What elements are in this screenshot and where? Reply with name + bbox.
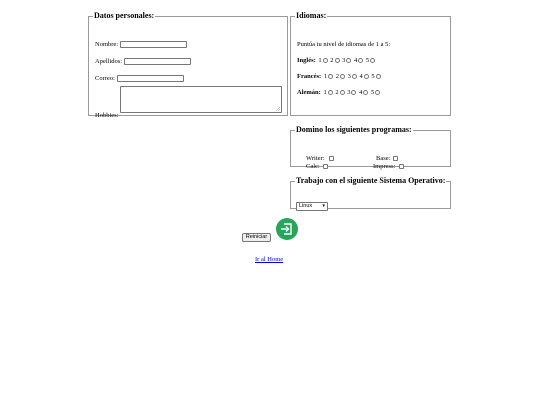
level-label: 3 [347, 89, 351, 96]
nombre-label: Nombre: [95, 41, 119, 48]
personal-data-fieldset [88, 11, 288, 119]
level-label: 2 [335, 73, 339, 80]
home-link[interactable]: Ir al Home [255, 256, 284, 263]
radio-ingles-4[interactable] [358, 58, 363, 63]
level-label: 1 [323, 89, 327, 96]
resize-grip-icon[interactable] [276, 107, 280, 111]
level-label: 4 [354, 57, 358, 64]
writer-checkbox[interactable] [329, 156, 334, 161]
language-row-aleman [297, 89, 381, 97]
radio-aleman-3[interactable] [351, 90, 356, 95]
reset-button[interactable]: Reiniciar [242, 233, 271, 242]
level-label: 5 [371, 73, 375, 80]
correo-input[interactable] [117, 75, 184, 82]
radio-aleman-2[interactable] [340, 90, 345, 95]
level-label: 2 [335, 89, 339, 96]
writer-label: Writer: [306, 155, 325, 162]
personal-data-legend: Datos personales: [94, 11, 155, 20]
radio-frances-5[interactable] [376, 74, 381, 79]
correo-label: Correo: [95, 75, 115, 82]
os-selected-value: Linux [299, 203, 313, 209]
apellidos-input[interactable] [124, 58, 191, 65]
level-label: 5 [365, 57, 370, 64]
exit-door-icon [276, 218, 298, 240]
apellidos-label: Apellidos: [95, 58, 123, 65]
exit-button[interactable] [276, 218, 298, 240]
languages-fieldset [290, 11, 451, 116]
level-label: 4 [359, 89, 363, 96]
hobbies-label: Hobbies: [95, 112, 119, 119]
level-label: 5 [370, 89, 375, 96]
chevron-down-icon: ▾ [322, 203, 325, 209]
radio-frances-3[interactable] [352, 74, 357, 79]
languages-instruction: Puntúa tu nivel de idiomas de 1 a 5: [297, 41, 391, 48]
language-row-frances [297, 73, 382, 81]
level-label: 1 [318, 57, 322, 64]
impress-checkbox[interactable] [399, 164, 404, 169]
radio-frances-2[interactable] [340, 74, 345, 79]
nombre-input[interactable] [120, 41, 187, 48]
base-label: Base: [376, 155, 391, 162]
level-label: 3 [347, 73, 351, 80]
programs-fieldset [290, 125, 451, 170]
radio-frances-4[interactable] [364, 74, 369, 79]
language-label: Francés: [297, 73, 322, 80]
os-fieldset [290, 176, 451, 209]
calc-checkbox[interactable] [323, 164, 328, 169]
base-checkbox[interactable] [393, 156, 398, 161]
radio-aleman-5[interactable] [375, 90, 380, 95]
language-label: Alemán: [297, 89, 321, 96]
radio-aleman-4[interactable] [363, 90, 368, 95]
level-label: 1 [323, 73, 328, 80]
level-label: 4 [359, 73, 363, 80]
radio-ingles-1[interactable] [323, 58, 328, 63]
radio-ingles-5[interactable] [370, 58, 375, 63]
language-label: Inglés: [297, 57, 316, 64]
impress-label: Impress: [373, 163, 396, 170]
radio-ingles-2[interactable] [335, 58, 340, 63]
language-row-ingles [297, 57, 376, 65]
level-label: 3 [342, 57, 346, 64]
radio-ingles-3[interactable] [346, 58, 351, 63]
os-select[interactable] [296, 202, 328, 211]
hobbies-textarea[interactable] [120, 86, 282, 113]
radio-frances-1[interactable] [328, 74, 333, 79]
radio-aleman-1[interactable] [328, 90, 333, 95]
calc-label: Calc: [306, 163, 320, 170]
languages-legend: Idiomas: [296, 11, 327, 20]
level-label: 2 [330, 57, 334, 64]
programs-legend: Domino los siguientes programas: [296, 125, 412, 134]
os-legend: Trabajo con el siguiente Sistema Operativo: [296, 176, 446, 185]
